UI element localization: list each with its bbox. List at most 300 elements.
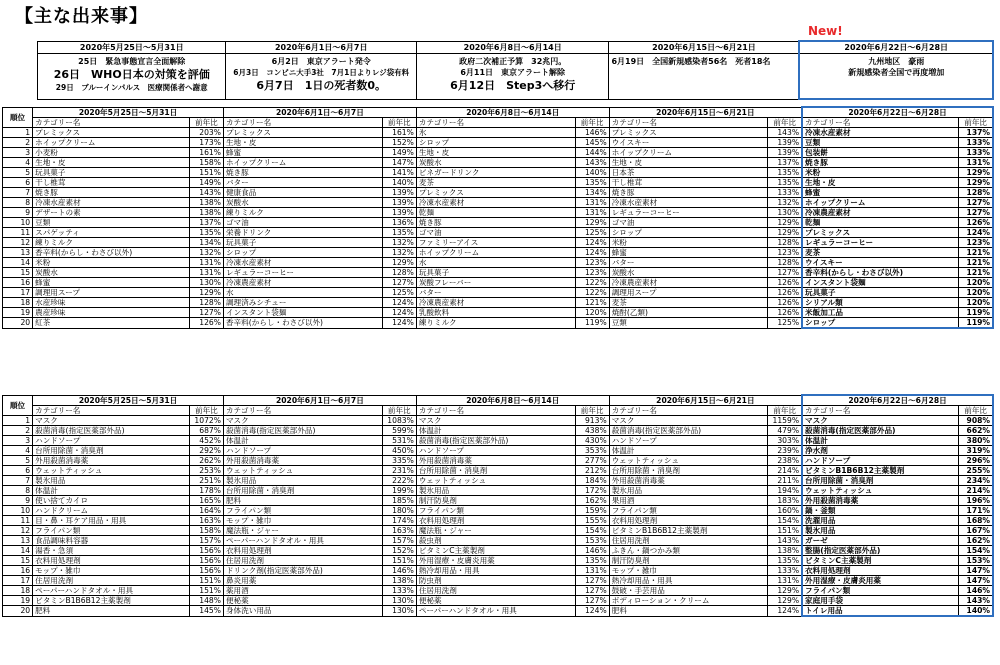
ratio-cell: 147%	[959, 576, 993, 586]
category-cell: フライパン類	[802, 586, 959, 596]
ratio-col-header: 前年比	[959, 406, 993, 416]
category-cell: ハンドソープ	[223, 446, 382, 456]
ratio-cell: 211%	[768, 476, 802, 486]
category-cell: 氷	[416, 128, 575, 138]
ratio-cell: 134%	[575, 188, 609, 198]
category-cell: 冷凍農産素材	[223, 278, 382, 288]
ratio-cell: 183%	[768, 496, 802, 506]
event-line: 6月11日 東京アラート解除	[460, 68, 566, 77]
ratio-cell: 255%	[959, 466, 993, 476]
ratio-cell: 138%	[382, 576, 416, 586]
ratio-cell: 140%	[382, 178, 416, 188]
ratio-cell: 124%	[768, 606, 802, 617]
category-cell: 冷凍農産素材	[609, 278, 768, 288]
event-line: 25日 緊急事態宣言全面解除	[78, 57, 186, 66]
ratio-cell: 196%	[959, 496, 993, 506]
category-cell: 製氷用品	[33, 476, 190, 486]
ratio-cell: 133%	[768, 566, 802, 576]
ratio-cell: 128%	[382, 268, 416, 278]
category-cell: 外用湿療・皮膚炎用薬	[802, 576, 959, 586]
category-cell: ゴマ油	[609, 218, 768, 228]
table-row	[3, 208, 994, 218]
ratio-cell: 139%	[382, 198, 416, 208]
category-cell: 香辛料(からし・わさび以外)	[33, 248, 190, 258]
category-cell: プレミックス	[33, 128, 190, 138]
ratio-cell: 122%	[575, 288, 609, 298]
event-line: 九州地区 豪雨	[868, 57, 925, 66]
category-cell: モップ・雑巾	[223, 516, 382, 526]
category-cell: 住居用洗剤	[416, 586, 575, 596]
category-cell: ホイップクリーム	[609, 148, 768, 158]
category-cell: 制汗防臭剤	[609, 556, 768, 566]
category-cell: 米粉	[802, 168, 959, 178]
category-cell: ドリンク剤(指定医薬部外品)	[223, 566, 382, 576]
rank-number: 17	[3, 288, 33, 298]
category-cell: 香辛料(からし・わさび以外)	[223, 318, 382, 329]
table-row	[3, 546, 994, 556]
category-cell: ペーパーハンドタオル・用具	[416, 606, 575, 617]
ratio-cell: 167%	[959, 526, 993, 536]
ratio-cell: 687%	[189, 426, 223, 436]
ratio-cell: 135%	[575, 556, 609, 566]
events-period-header: 2020年6月1日～6月7日	[226, 41, 416, 54]
category-cell: 台所用除菌・消臭剤	[223, 486, 382, 496]
rank-header: 順位	[3, 107, 33, 128]
category-cell: 肥料	[33, 606, 190, 617]
ratio-cell: 135%	[768, 556, 802, 566]
ratio-col-header: 前年比	[189, 118, 223, 128]
category-cell: ビタミンB1B6B12主薬製剤	[609, 526, 768, 536]
ratio-cell: 130%	[382, 606, 416, 617]
ratio-cell: 124%	[959, 228, 993, 238]
ratio-cell: 158%	[189, 158, 223, 168]
table-row	[3, 158, 994, 168]
category-cell: 外用殺菌消毒薬	[609, 476, 768, 486]
table-row	[3, 248, 994, 258]
ratio-cell: 129%	[768, 218, 802, 228]
ratio-cell: 163%	[382, 526, 416, 536]
ratio-cell: 135%	[189, 228, 223, 238]
ratio-cell: 127%	[575, 586, 609, 596]
event-line: 26日 WHO日本の対策を評価	[53, 68, 210, 81]
period-header: 2020年6月8日～6月14日	[416, 395, 609, 406]
period-header: 2020年6月1日～6月7日	[223, 395, 416, 406]
category-cell: 干し椎茸	[33, 178, 190, 188]
rank-number: 10	[3, 218, 33, 228]
category-cell: 殺菌消毒(指定医薬部外品)	[416, 436, 575, 446]
ratio-cell: 119%	[959, 318, 993, 329]
category-cell: 麦茶	[609, 298, 768, 308]
table-row	[3, 436, 994, 446]
category-cell: 焼き豚	[802, 158, 959, 168]
ratio-col-header: 前年比	[575, 406, 609, 416]
ratio-cell: 335%	[382, 456, 416, 466]
category-cell: モップ・雑巾	[33, 566, 190, 576]
category-cell: ビネガードリンク	[416, 168, 575, 178]
ratio-cell: 141%	[382, 168, 416, 178]
ratio-cell: 130%	[768, 208, 802, 218]
ratio-cell: 153%	[959, 556, 993, 566]
category-cell: 制汗防臭剤	[416, 496, 575, 506]
events-cell	[609, 54, 799, 100]
category-cell: ボディローション・クリーム	[609, 596, 768, 606]
ratio-cell: 160%	[768, 506, 802, 516]
category-cell: 使い捨てカイロ	[33, 496, 190, 506]
category-cell: ハンドクリーム	[33, 506, 190, 516]
ratio-cell: 154%	[575, 526, 609, 536]
category-cell: ハンドソープ	[416, 446, 575, 456]
ratio-cell: 135%	[768, 168, 802, 178]
category-cell: 鼓破・手芸用品	[609, 586, 768, 596]
table-row	[3, 168, 994, 178]
category-cell: 整腸(指定医薬部外品)	[802, 546, 959, 556]
rank-number: 5	[3, 168, 33, 178]
ratio-cell: 222%	[382, 476, 416, 486]
ratio-cell: 119%	[575, 318, 609, 329]
category-cell: 住居用洗剤	[223, 556, 382, 566]
rank-number: 3	[3, 148, 33, 158]
category-cell: 衣料用処理剤	[223, 546, 382, 556]
rank-number: 18	[3, 586, 33, 596]
ratio-cell: 599%	[382, 426, 416, 436]
category-cell: 体温計	[416, 426, 575, 436]
rank-number: 11	[3, 516, 33, 526]
event-line: 29日 ブルーインパルス 医療関係者へ謝意	[55, 83, 208, 92]
rank-number: 20	[3, 606, 33, 617]
category-cell: 外用殺菌消毒薬	[416, 456, 575, 466]
category-col-header: カテゴリー名	[416, 406, 575, 416]
ratio-cell: 234%	[959, 476, 993, 486]
rank-number: 3	[3, 436, 33, 446]
category-cell: 殺菌消毒(指定医薬部外品)	[33, 426, 190, 436]
table-row	[3, 556, 994, 566]
ratio-cell: 129%	[189, 288, 223, 298]
ratio-cell: 380%	[959, 436, 993, 446]
category-cell: 乾麺	[416, 208, 575, 218]
ratio-cell: 129%	[959, 178, 993, 188]
category-col-header: カテゴリー名	[33, 406, 190, 416]
category-col-header: カテゴリー名	[609, 118, 768, 128]
ratio-cell: 146%	[575, 546, 609, 556]
ratio-cell: 140%	[959, 606, 993, 617]
category-cell: 干し椎茸	[609, 178, 768, 188]
category-cell: 殺菌消毒(指定医薬部外品)	[609, 426, 768, 436]
ratio-cell: 156%	[189, 566, 223, 576]
ratio-cell: 139%	[382, 188, 416, 198]
ratio-cell: 120%	[959, 298, 993, 308]
category-cell: 身体洗い用品	[223, 606, 382, 617]
rank-number: 8	[3, 198, 33, 208]
ratio-cell: 908%	[959, 416, 993, 426]
category-cell: ビタミンC主薬製剤	[416, 546, 575, 556]
category-cell: 住居用洗剤	[33, 576, 190, 586]
category-cell: 農産珍味	[33, 308, 190, 318]
rank-number: 7	[3, 188, 33, 198]
ratio-cell: 171%	[959, 506, 993, 516]
ratio-cell: 173%	[189, 138, 223, 148]
ratio-cell: 132%	[189, 248, 223, 258]
category-cell: 蜂蜜	[802, 188, 959, 198]
category-cell: フライパン類	[609, 506, 768, 516]
ratio-cell: 231%	[382, 466, 416, 476]
ratio-cell: 126%	[189, 318, 223, 329]
category-cell: 生地・皮	[33, 158, 190, 168]
event-line: 6月19日 全国新規感染者56名 死者18名	[611, 57, 771, 66]
ratio-cell: 319%	[959, 446, 993, 456]
event-line: 6月7日 1日の死者数0。	[256, 79, 387, 92]
category-cell: マスク	[33, 416, 190, 426]
category-cell: ウイスキー	[802, 258, 959, 268]
ratio-cell: 165%	[189, 496, 223, 506]
ratio-cell: 151%	[768, 526, 802, 536]
ratio-cell: 124%	[575, 606, 609, 617]
period-header: 2020年6月22日～6月28日	[802, 107, 993, 118]
table-row	[3, 238, 994, 248]
ratio-cell: 132%	[382, 248, 416, 258]
ratio-cell: 126%	[768, 288, 802, 298]
ratio-cell: 135%	[575, 178, 609, 188]
category-cell: 冷凍水産素材	[609, 198, 768, 208]
ratio-cell: 129%	[768, 228, 802, 238]
ratio-cell: 239%	[768, 446, 802, 456]
category-cell: 衣料用処理剤	[802, 566, 959, 576]
ratio-cell: 1083%	[382, 416, 416, 426]
ratio-cell: 154%	[768, 516, 802, 526]
category-cell: 食品調味料容器	[33, 536, 190, 546]
ratio-cell: 124%	[575, 248, 609, 258]
ratio-cell: 152%	[382, 138, 416, 148]
category-cell: 麦茶	[802, 248, 959, 258]
category-cell: 体温計	[223, 436, 382, 446]
category-cell: 住居用洗剤	[609, 536, 768, 546]
table-row	[3, 188, 994, 198]
ratio-cell: 124%	[382, 298, 416, 308]
category-cell: 体温計	[802, 436, 959, 446]
ratio-cell: 152%	[382, 546, 416, 556]
ratio-cell: 149%	[189, 178, 223, 188]
category-cell: トイレ用品	[802, 606, 959, 617]
ratio-cell: 131%	[575, 198, 609, 208]
ratio-cell: 125%	[575, 228, 609, 238]
ratio-cell: 151%	[189, 576, 223, 586]
ratio-cell: 131%	[575, 208, 609, 218]
category-cell: 炭酸水	[33, 268, 190, 278]
events-cell	[799, 54, 993, 100]
ratio-cell: 131%	[959, 158, 993, 168]
table-row	[3, 288, 994, 298]
events-table	[37, 40, 994, 100]
category-cell: フライパン類	[33, 526, 190, 536]
ratio-cell: 143%	[959, 596, 993, 606]
table-row	[3, 566, 994, 576]
category-cell: デザートの素	[33, 208, 190, 218]
category-cell: ウェットティッシュ	[609, 456, 768, 466]
ratio-cell: 162%	[959, 536, 993, 546]
ratio-cell: 131%	[189, 258, 223, 268]
ratio-cell: 128%	[768, 258, 802, 268]
category-cell: 製氷用品	[802, 526, 959, 536]
table-row	[3, 278, 994, 288]
rank-number: 14	[3, 258, 33, 268]
ratio-cell: 178%	[189, 486, 223, 496]
category-cell: 炭酸水	[223, 198, 382, 208]
ratio-cell: 156%	[189, 556, 223, 566]
table-row	[3, 606, 994, 617]
ratio-cell: 120%	[959, 278, 993, 288]
ratio-cell: 163%	[189, 516, 223, 526]
table-row	[3, 178, 994, 188]
category-cell: 魔法瓶・ジャー	[223, 526, 382, 536]
category-cell: ウイスキー	[609, 138, 768, 148]
rank-number: 7	[3, 476, 33, 486]
events-cell	[38, 54, 226, 100]
rank-number: 15	[3, 556, 33, 566]
category-cell: ペーパーハンドタオル・用具	[223, 536, 382, 546]
category-cell: 冷凍水産素材	[223, 258, 382, 268]
category-cell: 殺虫剤	[416, 536, 575, 546]
category-cell: 薬用酒	[223, 586, 382, 596]
ratio-cell: 139%	[768, 138, 802, 148]
event-line: 政府二次補正予算 32兆円。	[459, 57, 567, 66]
category-cell: 蜂蜜	[223, 148, 382, 158]
ratio-cell: 145%	[189, 606, 223, 617]
ratio-cell: 123%	[959, 238, 993, 248]
events-period-header: 2020年6月15日～6月21日	[609, 41, 799, 54]
category-cell: 果用酒	[609, 496, 768, 506]
ratio-cell: 130%	[189, 278, 223, 288]
category-cell: 香辛料(からし・わさび以外)	[802, 268, 959, 278]
ratio-cell: 452%	[189, 436, 223, 446]
category-cell: 蜂蜜	[33, 278, 190, 288]
category-cell: 衣料用処理剤	[416, 516, 575, 526]
rank-number: 12	[3, 238, 33, 248]
ratio-cell: 128%	[959, 188, 993, 198]
category-cell: ビタミンB1B6B12主薬製剤	[802, 466, 959, 476]
ratio-col-header: 前年比	[575, 118, 609, 128]
ratio-cell: 137%	[959, 128, 993, 138]
rank-number: 4	[3, 158, 33, 168]
ratio-cell: 158%	[189, 526, 223, 536]
period-header: 2020年6月15日～6月21日	[609, 107, 802, 118]
rank-number: 4	[3, 446, 33, 456]
category-col-header: カテゴリー名	[33, 118, 190, 128]
table-row	[3, 496, 994, 506]
category-cell: 調理用スープ	[33, 288, 190, 298]
rank-number: 19	[3, 596, 33, 606]
ratio-cell: 122%	[575, 278, 609, 288]
table-row	[3, 298, 994, 308]
ratio-cell: 146%	[575, 128, 609, 138]
rank-header: 順位	[3, 395, 33, 416]
category-cell: 焼き豚	[223, 168, 382, 178]
category-cell: 焼き豚	[416, 218, 575, 228]
table-row	[3, 228, 994, 238]
ratio-cell: 127%	[959, 208, 993, 218]
ratio-cell: 131%	[189, 268, 223, 278]
ratio-cell: 168%	[959, 516, 993, 526]
ratio-cell: 479%	[768, 426, 802, 436]
ratio-cell: 143%	[189, 188, 223, 198]
category-cell: 外用殺菌消毒薬	[223, 456, 382, 466]
ratio-cell: 184%	[575, 476, 609, 486]
ratio-cell: 174%	[382, 516, 416, 526]
category-cell: 生地・皮	[802, 178, 959, 188]
category-cell: ペーパーハンドタオル・用具	[33, 586, 190, 596]
category-cell: 魔法瓶・ジャー	[416, 526, 575, 536]
table-row	[3, 198, 994, 208]
category-cell: バター	[609, 258, 768, 268]
category-cell: 炭酸水	[609, 268, 768, 278]
ratio-cell: 127%	[575, 596, 609, 606]
ratio-cell: 121%	[959, 258, 993, 268]
category-cell: 冷凍水産素材	[802, 128, 959, 138]
category-cell: シロップ	[416, 138, 575, 148]
category-cell: 米粉	[33, 258, 190, 268]
ratio-cell: 126%	[768, 308, 802, 318]
ratio-cell: 199%	[382, 486, 416, 496]
ratio-cell: 296%	[959, 456, 993, 466]
table-row	[3, 456, 994, 466]
ratio-cell: 1159%	[768, 416, 802, 426]
ratio-cell: 159%	[575, 506, 609, 516]
category-cell: 熱冷却用品・用具	[609, 576, 768, 586]
ratio-cell: 143%	[575, 158, 609, 168]
category-cell: 生地・皮	[223, 138, 382, 148]
ratio-cell: 149%	[382, 148, 416, 158]
category-cell: ウェットティッシュ	[416, 476, 575, 486]
category-cell: ビタミンB1B6B12主薬製剤	[33, 596, 190, 606]
category-cell: 殺菌消毒(指定医薬部外品)	[802, 426, 959, 436]
ratio-cell: 277%	[575, 456, 609, 466]
table-row	[3, 268, 994, 278]
category-cell: 洗濯用品	[802, 516, 959, 526]
table-row	[3, 446, 994, 456]
ratio-cell: 151%	[382, 556, 416, 566]
category-cell: ガーゼ	[802, 536, 959, 546]
ratio-cell: 120%	[959, 288, 993, 298]
category-cell: ゴマ油	[223, 218, 382, 228]
category-cell: 便秘薬	[416, 596, 575, 606]
ratio-cell: 139%	[768, 148, 802, 158]
ratio-cell: 125%	[382, 288, 416, 298]
rank-number: 16	[3, 566, 33, 576]
ratio-cell: 251%	[189, 476, 223, 486]
ratio-cell: 147%	[959, 566, 993, 576]
category-cell: 乾麺	[802, 218, 959, 228]
category-cell: レギュラーコーヒー	[802, 238, 959, 248]
ratio-cell: 147%	[382, 158, 416, 168]
table-row	[3, 506, 994, 516]
ratio-cell: 262%	[189, 456, 223, 466]
ratio-cell: 135%	[768, 178, 802, 188]
period-header: 2020年5月25日～5月31日	[33, 395, 224, 406]
page-title: 【主な出来事】	[15, 6, 148, 27]
category-cell: 製氷用品	[416, 486, 575, 496]
ratio-col-header: 前年比	[382, 406, 416, 416]
category-cell: ファミリーアイス	[416, 238, 575, 248]
ratio-cell: 138%	[768, 546, 802, 556]
ratio-cell: 129%	[382, 258, 416, 268]
ratio-col-header: 前年比	[959, 118, 993, 128]
ratio-cell: 162%	[575, 496, 609, 506]
table-row	[3, 148, 994, 158]
category-cell: 目・鼻・耳ケア用品・用具	[33, 516, 190, 526]
category-col-header: カテゴリー名	[802, 406, 959, 416]
ratio-cell: 127%	[575, 576, 609, 586]
ratio-cell: 123%	[768, 248, 802, 258]
category-cell: 生地・皮	[416, 148, 575, 158]
ratio-cell: 353%	[575, 446, 609, 456]
